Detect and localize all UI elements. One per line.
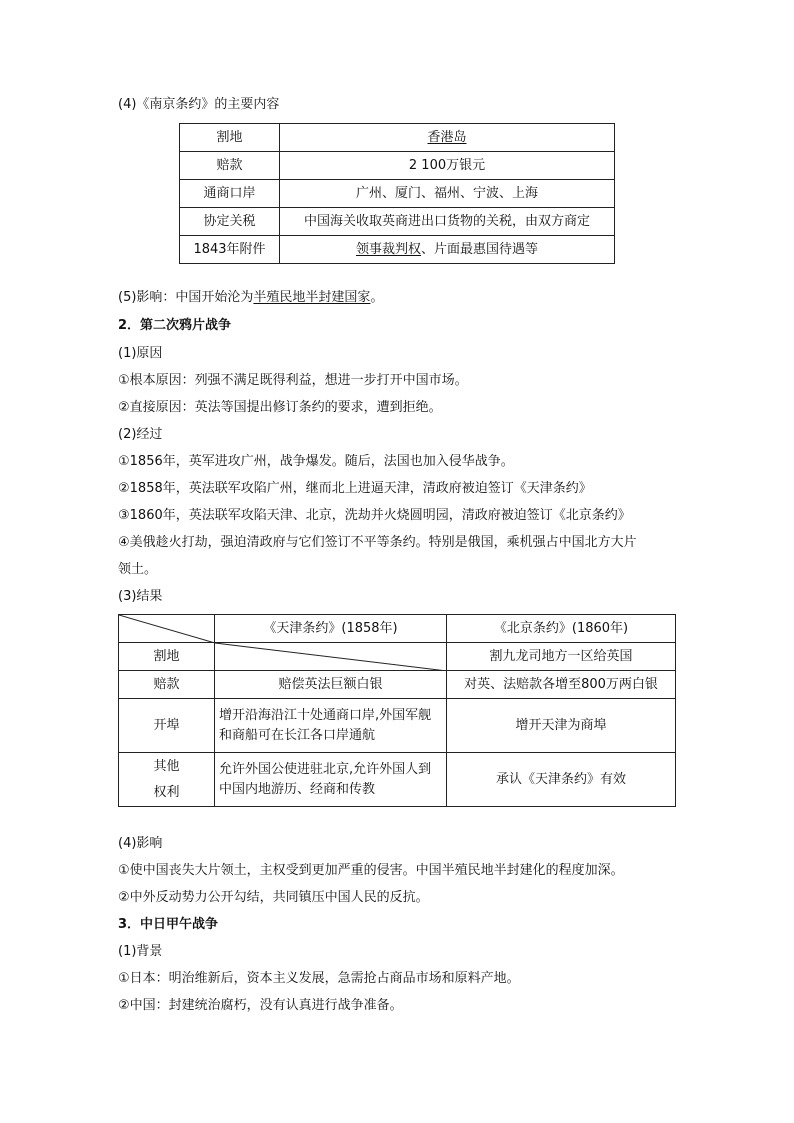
table-row — [180, 208, 615, 236]
process-1858: ②1858年，英法联军攻陷广州，继而北上进逼天津，清政府被迫签订《天津条约》 — [118, 481, 592, 496]
process-1860: ③1860年，英法联军攻陷天津、北京，洗劫并火烧圆明园，清政府被迫签订《北京条约》 — [118, 508, 631, 523]
table-row — [119, 615, 676, 643]
diagonal-line — [119, 615, 215, 643]
section-title-treaty-nanjing: (4)《南京条约》的主要内容 — [118, 97, 280, 112]
heading-sino-japanese-war: 3．中日甲午战争 — [118, 917, 219, 932]
cause-title: (1)原因 — [118, 346, 163, 361]
table-row — [119, 671, 676, 699]
table-row — [180, 124, 615, 152]
cell-tianjin-ports: 增开沿海沿江十处通商口岸,外国军舰和商船可在长江各口岸通航 — [215, 699, 447, 753]
cell-beijing-rights: 承认《天津条约》有效 — [447, 753, 676, 807]
process-title: (2)经过 — [118, 427, 163, 442]
impact-2: ②中外反动势力公开勾结，共同镇压中国人民的反抗。 — [118, 890, 429, 905]
table-row — [119, 643, 676, 671]
result-title: (3)结果 — [118, 589, 163, 604]
header-tianjin: 《天津条约》(1858年) — [215, 615, 447, 643]
impact-1: ①使中国丧失大片领土，主权受到更加严重的侵害。中国半殖民地半封建化的程度加深。 — [118, 863, 624, 878]
row-label-other-rights: 其他权利 — [119, 753, 215, 807]
cell-beijing-cession: 割九龙司地方一区给英国 — [447, 643, 676, 671]
impact-line: (5)影响：中国开始沦为半殖民地半封建国家。 — [118, 290, 384, 305]
row-label-ports: 开埠 — [119, 699, 215, 753]
row-label-indemnity: 赔款 — [119, 671, 215, 699]
nanjing-treaty-table — [179, 123, 615, 264]
cause-root: ①根本原因：列强不满足既得利益，想进一步打开中国市场。 — [118, 373, 468, 388]
table-cell-key: 赔款 — [180, 152, 280, 180]
table-row — [119, 753, 676, 807]
table-cell-key: 协定关税 — [180, 208, 280, 236]
cause-direct: ②直接原因：英法等国提出修订条约的要求，遭到拒绝。 — [118, 400, 442, 415]
table-cell-value: 中国海关收取英商进出口货物的关税，由双方商定 — [280, 208, 615, 236]
diagonal-line — [215, 643, 447, 671]
background-title: (1)背景 — [118, 944, 163, 959]
cell-tianjin-indemnity: 赔偿英法巨额白银 — [215, 671, 447, 699]
table-row — [119, 699, 676, 753]
table-row — [180, 152, 615, 180]
heading-second-opium-war: 2．第二次鸦片战争 — [118, 318, 232, 333]
process-us-russia: ④美俄趁火打劫，强迫清政府与它们签订不平等条约。特别是俄国，乘机强占中国北方大片 — [118, 535, 637, 550]
row-label-cession: 割地 — [119, 643, 215, 671]
cell-beijing-ports: 增开天津为商埠 — [447, 699, 676, 753]
cell-beijing-indemnity: 对英、法赔款各增至800万两白银 — [447, 671, 676, 699]
table-row — [180, 180, 615, 208]
header-beijing: 《北京条约》(1860年) — [447, 615, 676, 643]
process-us-russia-cont: 领土。 — [118, 562, 158, 577]
process-1856: ①1856年，英军进攻广州，战争爆发。随后，法国也加入侵华战争。 — [118, 454, 514, 469]
background-japan: ①日本：明治维新后，资本主义发展，急需抢占商品市场和原料产地。 — [118, 971, 520, 986]
impact-title: (4)影响 — [118, 836, 163, 851]
table-cell-key: 通商口岸 — [180, 180, 280, 208]
table-cell-value: 香港岛 — [280, 124, 615, 152]
table-cell-value: 领事裁判权、片面最惠国待遇等 — [280, 236, 615, 264]
table-cell-key: 1843年附件 — [180, 236, 280, 264]
cell-tianjin-rights: 允许外国公使进驻北京,允许外国人到中国内地游历、经商和传教 — [215, 753, 447, 807]
table-cell-value: 广州、厦门、福州、宁波、上海 — [280, 180, 615, 208]
treaties-comparison-table — [118, 614, 676, 807]
table-row — [180, 236, 615, 264]
background-china: ②中国：封建统治腐朽，没有认真进行战争准备。 — [118, 998, 403, 1013]
table-cell-value: 2 100万银元 — [280, 152, 615, 180]
table-cell-key: 割地 — [180, 124, 280, 152]
empty-diagonal-cell — [215, 643, 447, 671]
diagonal-header-cell — [119, 615, 215, 643]
